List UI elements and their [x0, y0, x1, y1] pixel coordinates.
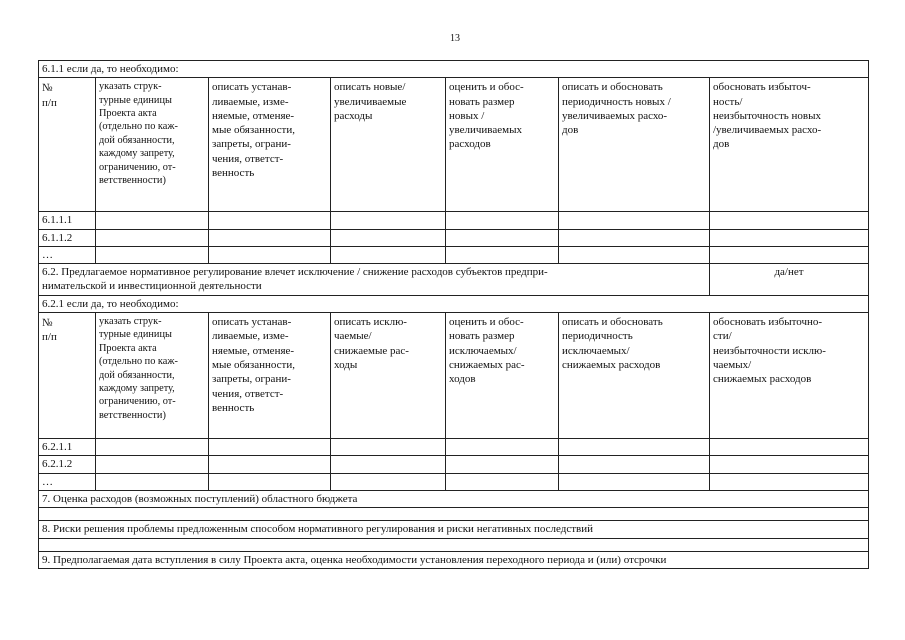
section-8-row: [39, 521, 869, 538]
section-6-2-text: 6.2. Предлагаемое нормативное регулирование влечет исключение / снижение расходов субъектов предпри- нимательской и инвестиционной деятельности: [39, 264, 710, 296]
col-excluded-costs-header: описать исклю- чаемые/ снижаемые рас- ходы: [331, 313, 446, 439]
table-cell[interactable]: [331, 456, 446, 473]
section-6-2-1-header-row: [39, 313, 869, 439]
table-cell[interactable]: [209, 229, 331, 246]
table-cell[interactable]: [209, 212, 331, 229]
col-cost-size-header: оценить и обос- новать размер исключаемых/ снижаемых рас- ходов: [446, 313, 559, 439]
row-number: …: [39, 473, 96, 490]
section-8-title: 8. Риски решения проблемы предложенным способом нормативного регулирования и риски негативных последствий: [39, 521, 869, 538]
table-cell[interactable]: [209, 439, 331, 456]
col-new-costs-header: описать новые/ увеличиваемые расходы: [331, 78, 446, 212]
table-row: [39, 246, 869, 263]
table-cell[interactable]: [446, 246, 559, 263]
section-6-2-1-title-row: [39, 295, 869, 312]
col-periodicity-header: описать и обосновать периодичность новых / увеличиваемых расхо- дов: [559, 78, 710, 212]
table-cell[interactable]: [96, 456, 209, 473]
table-cell[interactable]: [446, 473, 559, 490]
table-cell[interactable]: [331, 212, 446, 229]
col-periodicity-header: описать и обосновать периодичность исключаемых/ снижаемых расходов: [559, 313, 710, 439]
table-cell[interactable]: [96, 246, 209, 263]
table-cell[interactable]: [710, 212, 869, 229]
table-cell[interactable]: [710, 456, 869, 473]
row-number: 6.2.1.2: [39, 456, 96, 473]
table-cell[interactable]: [446, 229, 559, 246]
table-cell[interactable]: [331, 439, 446, 456]
section-7-title: 7. Оценка расходов (возможных поступлений) областного бюджета: [39, 490, 869, 507]
section-8-answer-row: [39, 538, 869, 551]
row-number: 6.1.1.2: [39, 229, 96, 246]
table-cell[interactable]: [96, 473, 209, 490]
table-cell[interactable]: [559, 456, 710, 473]
table-row: [39, 456, 869, 473]
table-row: [39, 229, 869, 246]
table-cell[interactable]: [331, 246, 446, 263]
table-cell[interactable]: [96, 439, 209, 456]
col-excess-header: обосновать избыточно- сти/ неизбыточности исклю- чаемых/ снижаемых расходов: [710, 313, 869, 439]
table-cell[interactable]: [559, 473, 710, 490]
section-7-answer-row: [39, 508, 869, 521]
section-7-row: [39, 490, 869, 507]
col-structural-units-header: указать струк- турные единицы Проекта акта (отдельно по каж- дой обязанности, каждому запрету, ограничению, от- ветственности): [96, 78, 209, 212]
col-cost-size-header: оценить и обос- новать размер новых / увеличиваемых расходов: [446, 78, 559, 212]
table-cell[interactable]: [446, 212, 559, 229]
section-8-answer-field[interactable]: [39, 538, 869, 551]
table-cell[interactable]: [559, 229, 710, 246]
col-number-header: № п/п: [39, 78, 96, 212]
table-cell[interactable]: [209, 456, 331, 473]
section-9-row: [39, 551, 869, 568]
section-7-answer-field[interactable]: [39, 508, 869, 521]
table-row: [39, 473, 869, 490]
col-obligations-header: описать устанав- ливаемые, изме- няемые, отменяе- мые обязанности, запреты, ограни- чения, ответст- венность: [209, 78, 331, 212]
row-number: 6.2.1.1: [39, 439, 96, 456]
table-cell[interactable]: [710, 473, 869, 490]
table-row: [39, 439, 869, 456]
section-6-1-1-header-row: [39, 78, 869, 212]
table-cell[interactable]: [209, 246, 331, 263]
yes-no-answer[interactable]: да/нет: [710, 264, 869, 296]
table-cell[interactable]: [331, 229, 446, 246]
table-cell[interactable]: [710, 439, 869, 456]
table-cell[interactable]: [331, 473, 446, 490]
row-number: 6.1.1.1: [39, 212, 96, 229]
table-row: [39, 212, 869, 229]
section-6-2-row: [39, 264, 869, 296]
table-cell[interactable]: [710, 229, 869, 246]
table-cell[interactable]: [710, 246, 869, 263]
col-excess-header: обосновать избыточ- ность/ неизбыточность новых /увеличиваемых расхо- дов: [710, 78, 869, 212]
col-obligations-header: описать устанав- ливаемые, изме- няемые, отменяе- мые обязанности, запреты, ограни- чения, ответст- венность: [209, 313, 331, 439]
table-cell[interactable]: [96, 212, 209, 229]
regulation-form-table: [38, 60, 869, 569]
col-structural-units-header: указать струк- турные единицы Проекта акта (отдельно по каж- дой обязанности, каждому запрету, ограничению, от- ветственности): [96, 313, 209, 439]
section-6-1-1-title-row: [39, 61, 869, 78]
section-6-2-1-title: 6.2.1 если да, то необходимо:: [39, 295, 869, 312]
table-cell[interactable]: [96, 229, 209, 246]
table-cell[interactable]: [209, 473, 331, 490]
section-6-1-1-title: 6.1.1 если да, то необходимо:: [39, 61, 869, 78]
col-number-header: № п/п: [39, 313, 96, 439]
row-number: …: [39, 246, 96, 263]
section-9-title: 9. Предполагаемая дата вступления в силу Проекта акта, оценка необходимости установления переходного периода и (или) отсрочки: [39, 551, 869, 568]
table-cell[interactable]: [446, 456, 559, 473]
table-cell[interactable]: [446, 439, 559, 456]
table-cell[interactable]: [559, 212, 710, 229]
page-number: 13: [450, 33, 460, 44]
table-cell[interactable]: [559, 439, 710, 456]
table-cell[interactable]: [559, 246, 710, 263]
